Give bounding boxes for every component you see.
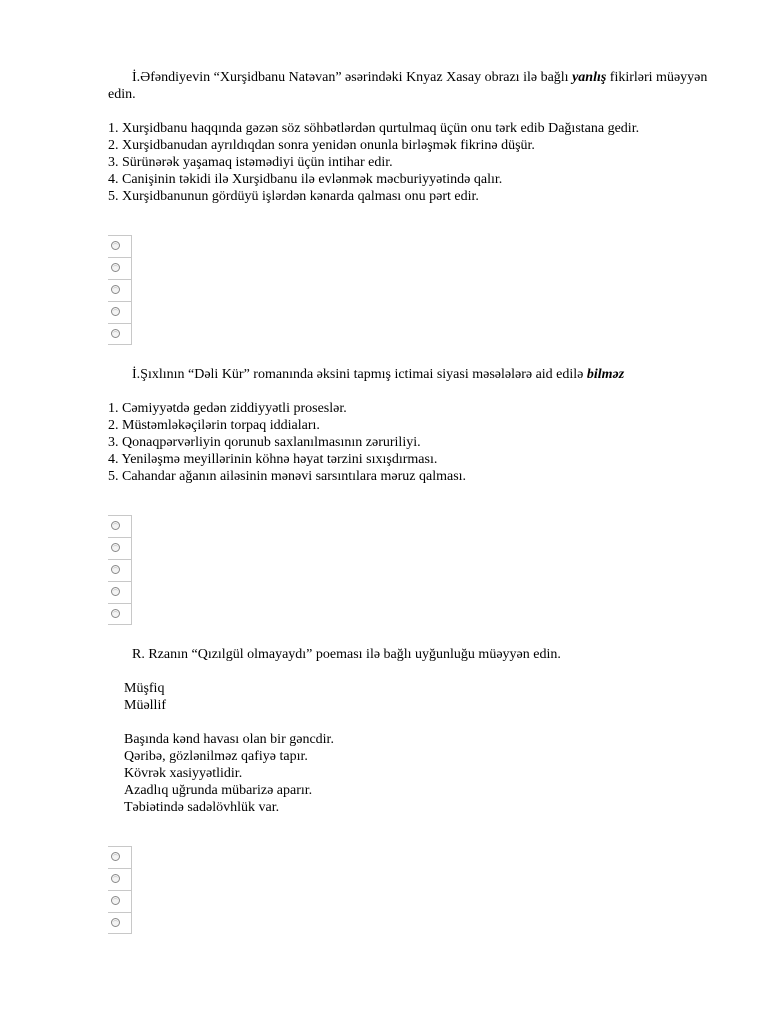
statement-item: Azadlıq uğrunda mübarizə aparır.: [124, 783, 313, 798]
radio-button-icon[interactable]: [111, 521, 120, 530]
answer-option[interactable]: [108, 515, 132, 537]
question-3-answer-options: [108, 846, 132, 934]
question-3-match-headers: [124, 680, 166, 714]
radio-button-icon[interactable]: [111, 565, 120, 574]
answer-option[interactable]: [108, 235, 132, 257]
question-2-emphasis: bilməz: [586, 367, 625, 382]
answer-option[interactable]: [108, 846, 132, 868]
statement-item: 2. Müstəmləkəçilərin torpaq iddiaları.: [108, 418, 320, 433]
question-1-answer-options: [108, 235, 132, 345]
radio-button-icon[interactable]: [111, 852, 120, 861]
question-3-statements: [124, 731, 334, 816]
answer-option[interactable]: [108, 603, 132, 625]
answer-option[interactable]: [108, 323, 132, 345]
match-header: Müəllif: [124, 698, 166, 713]
statement-item: Qəribə, gözlənilməz qafiyə tapır.: [124, 749, 308, 764]
statement-item: 1. Cəmiyyətdə gedən ziddiyyətli proseslər.: [108, 401, 347, 416]
statement-item: Təbiətində sadəlövhlük var.: [124, 800, 280, 815]
answer-option[interactable]: [108, 257, 132, 279]
radio-button-icon[interactable]: [111, 609, 120, 618]
answer-option[interactable]: [108, 581, 132, 603]
radio-button-icon[interactable]: [111, 329, 120, 338]
statement-item: 4. Canişinin təkidi ilə Xurşidbanu ilə evlənmək məcburiyyətində qalır.: [108, 172, 503, 187]
question-1-emphasis: yanlış: [572, 70, 607, 85]
question-3-text: R. Rzanın “Qızılgül olmayaydı” poeması ilə bağlı uyğunluğu müəyyən edin.: [132, 647, 561, 662]
statement-item: Başında kənd havası olan bir gəncdir.: [124, 732, 334, 747]
radio-button-icon[interactable]: [111, 307, 120, 316]
answer-option[interactable]: [108, 912, 132, 934]
statement-item: 5. Xurşidbanunun gördüyü işlərdən kənarda qalması onu pərt edir.: [108, 189, 479, 204]
answer-option[interactable]: [108, 559, 132, 581]
statement-item: 3. Qonaqpərvərliyin qorunub saxlanılmasının zəruriliyi.: [108, 435, 421, 450]
radio-button-icon[interactable]: [111, 874, 120, 883]
statement-item: 4. Yeniləşmə meyillərinin köhnə həyat tərzini sıxışdırması.: [108, 452, 438, 467]
radio-button-icon[interactable]: [111, 263, 120, 272]
question-1-text: İ.Əfəndiyevin “Xurşidbanu Natəvan” əsərindəki Knyaz Xasay obrazı ilə bağlı yanlış fikirləri müəyyən edin.: [108, 70, 708, 102]
radio-button-icon[interactable]: [111, 896, 120, 905]
radio-button-icon[interactable]: [111, 285, 120, 294]
question-2-text: İ.Şıxlının “Dəli Kür” romanında əksini tapmış ictimai siyasi məsələlərə aid edilə bilməz: [132, 367, 625, 382]
statement-item: 2. Xurşidbanudan ayrıldıqdan sonra yenidən onunla birləşmək fikrinə düşür.: [108, 138, 535, 153]
radio-button-icon[interactable]: [111, 241, 120, 250]
statement-item: 5. Cahandar ağanın ailəsinin mənəvi sarsıntılara məruz qalması.: [108, 469, 467, 484]
answer-option[interactable]: [108, 279, 132, 301]
answer-option[interactable]: [108, 301, 132, 323]
question-2-statements: [108, 400, 728, 485]
radio-button-icon[interactable]: [111, 543, 120, 552]
statement-item: 1. Xurşidbanu haqqında gəzən söz söhbətlərdən qurtulmaq üçün onu tərk edib Dağıstana gedir.: [108, 121, 640, 136]
question-2-answer-options: [108, 515, 132, 625]
radio-button-icon[interactable]: [111, 918, 120, 927]
question-1-statements: [108, 120, 728, 205]
answer-option[interactable]: [108, 537, 132, 559]
statement-item: 3. Sürünərək yaşamaq istəmədiyi üçün intihar edir.: [108, 155, 393, 170]
statement-item: Kövrək xasiyyətlidir.: [124, 766, 243, 781]
match-header: Müşfiq: [124, 681, 165, 696]
answer-option[interactable]: [108, 868, 132, 890]
radio-button-icon[interactable]: [111, 587, 120, 596]
answer-option[interactable]: [108, 890, 132, 912]
